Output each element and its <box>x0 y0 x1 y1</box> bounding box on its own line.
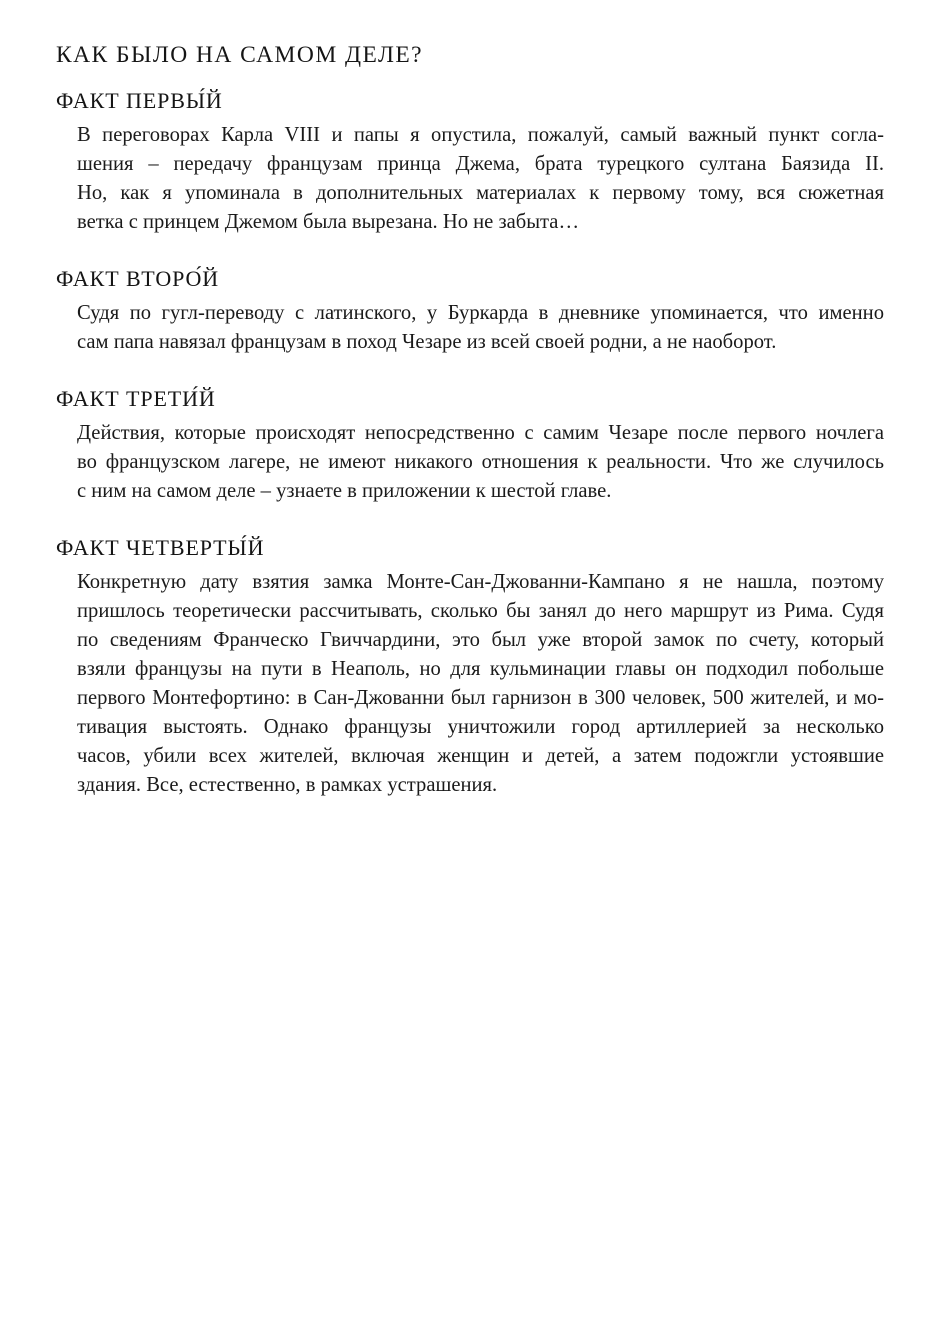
fact-block-1 <box>56 87 884 237</box>
text-line: здания. Все, естественно, в рамках устрашения. <box>77 774 498 796</box>
text-line: Действия, которые происходят непосредственно с самим Чезаре после первого ночлега <box>77 422 884 444</box>
fact-body-1 <box>56 121 884 237</box>
text-line: взяли французы на пути в Неаполь, но для кульминации главы он подходил побольше <box>77 658 884 680</box>
text-line: шения – передачу французам принца Джема, брата турецкого султана Баязида II. <box>77 153 884 175</box>
text-line: Конкретную дату взятия замка Монте-Сан-Джованни-Кампано я не нашла, поэтому <box>77 571 884 593</box>
text-line: по сведениям Франческо Гвиччардини, это был уже второй замок по счету, который <box>77 629 884 651</box>
text-line: с ним на самом деле – узнаете в приложении к шестой главе. <box>77 480 612 502</box>
text-line: Судя по гугл-переводу с латинского, у Буркарда в дневнике упоминается, что именно <box>77 302 884 324</box>
fact-heading-2: ФАКТ ВТОРО́Й <box>56 266 220 291</box>
text-line: ветка с принцем Джемом была вырезана. Но не забыта… <box>77 211 580 233</box>
text-line: пришлось теоретически рассчитывать, сколько бы занял до него маршрут из Рима. Судя <box>77 600 884 622</box>
fact-body-4 <box>56 568 884 800</box>
fact-heading-1: ФАКТ ПЕРВЫ́Й <box>56 88 223 113</box>
fact-heading-4: ФАКТ ЧЕТВЕРТЫ́Й <box>56 535 265 560</box>
text-line: первого Монтефортино: в Сан-Джованни был гарнизон в 300 человек, 500 жителей, и мо- <box>77 687 884 709</box>
text-line: сам папа навязал французам в поход Чезаре из всей своей родни, а не наоборот. <box>77 331 777 353</box>
fact-block-4 <box>56 534 884 800</box>
text-line: В переговорах Карла VIII и папы я опустила, пожалуй, самый важный пункт согла- <box>77 124 884 146</box>
page-content <box>56 40 884 800</box>
fact-heading-3: ФАКТ ТРЕТИ́Й <box>56 386 216 411</box>
page-title: КАК БЫЛО НА САМОМ ДЕЛЕ? <box>56 42 424 68</box>
fact-body-3 <box>56 419 884 506</box>
fact-block-2 <box>56 265 884 357</box>
fact-block-3 <box>56 385 884 506</box>
text-line: часов, убили всех жителей, включая женщин и детей, а затем подожгли устоявшие <box>77 745 884 767</box>
text-line: тивация выстоять. Однако французы уничтожили город артиллерией за несколько <box>77 716 884 738</box>
text-line: Но, как я упоминала в дополнительных материалах к первому тому, вся сюжетная <box>77 182 884 204</box>
fact-body-2 <box>56 299 884 357</box>
text-line: во французском лагере, не имеют никакого отношения к реальности. Что же случилось <box>77 451 884 473</box>
